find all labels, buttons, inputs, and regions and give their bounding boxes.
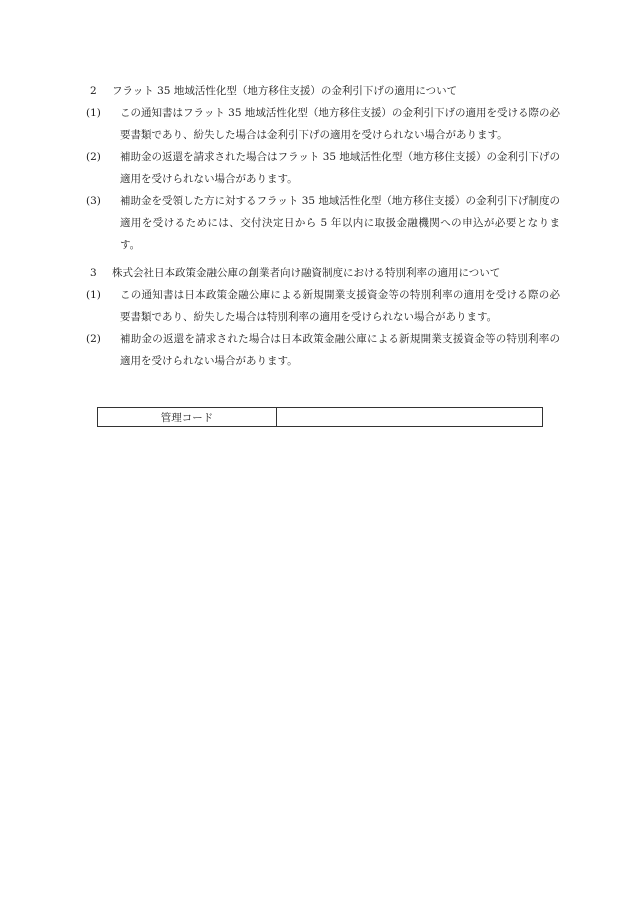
item-text: この通知書はフラット 35 地域活性化型（地方移住支援）の金利引下げの適用を受ける際の必要書類であり、紛失した場合は金利引下げの適用を受けられない場合があります。 (120, 107, 560, 141)
management-code-value (277, 408, 542, 426)
section-flat35 (86, 80, 560, 256)
list-item (86, 190, 560, 256)
item-marker: (1) (86, 289, 101, 301)
list-item (86, 102, 560, 146)
section-number: 3 (90, 267, 97, 279)
item-text: 補助金の返還を請求された場合は日本政策金融公庫による新規開業支援資金等の特別利率の適用を受けられない場合があります。 (120, 333, 560, 367)
item-text: この通知書は日本政策金融公庫による新規開業支援資金等の特別利率の適用を受ける際の必要書類であり、紛失した場合は特別利率の適用を受けられない場合があります。 (120, 289, 560, 323)
section-title: 株式会社日本政策金融公庫の創業者向け融資制度における特別利率の適用について (112, 267, 501, 279)
item-marker: (1) (86, 107, 101, 119)
management-code-label: 管理コード (98, 408, 277, 426)
section-jfc (86, 262, 560, 372)
item-marker: (2) (86, 333, 101, 345)
list-item (86, 284, 560, 328)
section-heading (90, 80, 560, 102)
item-text: 補助金の返還を請求された場合はフラット 35 地域活性化型（地方移住支援）の金利引下げの適用を受けられない場合があります。 (120, 151, 560, 185)
section-heading (90, 262, 560, 284)
section-title: フラット 35 地域活性化型（地方移住支援）の金利引下げの適用について (112, 85, 458, 97)
item-marker: (2) (86, 151, 101, 163)
item-text: 補助金を受領した方に対するフラット 35 地域活性化型（地方移住支援）の金利引下げ制度の適用を受けるためには、交付決定日から 5 年以内に取扱金融機関への申込が必要となります。 (120, 195, 560, 251)
section-number: 2 (90, 85, 97, 97)
list-item (86, 328, 560, 372)
management-code-table (97, 407, 543, 427)
list-item (86, 146, 560, 190)
item-marker: (3) (86, 195, 101, 207)
